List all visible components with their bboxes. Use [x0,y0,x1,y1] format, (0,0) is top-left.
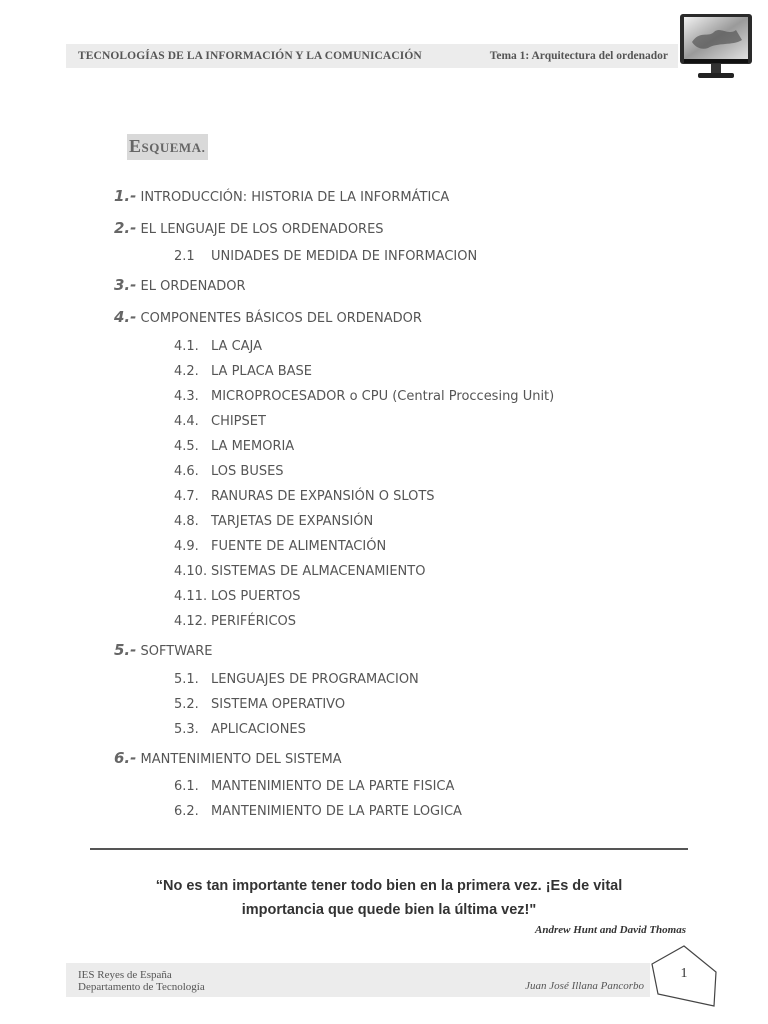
quote-line-2: importancia que quede bien la última vez!" [241,902,537,918]
toc-label: TARJETAS DE EXPANSIÓN [211,514,374,529]
toc-number: 2.1 [174,249,195,264]
toc-number: 4.- [114,308,137,326]
title-initial: E [129,136,142,156]
toc-label: APLICACIONES [211,722,306,737]
toc-subsection-4-3 [174,389,554,404]
toc-number: 4.3. [174,389,199,404]
toc-label: FUENTE DE ALIMENTACIÓN [211,539,387,554]
toc-label: LA PLACA BASE [211,364,312,379]
toc-label: PERIFÉRICOS [211,614,297,629]
toc-subsection-4-12 [174,614,296,629]
toc-number: 6.1. [174,779,199,794]
toc-label: SISTEMA OPERATIVO [211,697,346,712]
page-header [66,44,678,68]
toc-label: SISTEMAS DE ALMACENAMIENTO [211,564,426,579]
page-number: 1 [680,966,688,981]
footer-institution [78,969,205,993]
quote-line-1: “No es tan importante tener todo bien en la primera vez. ¡Es de vital [155,878,623,894]
footer-department: Departamento de Tecnología [78,981,205,993]
page-footer [66,963,650,997]
toc-label: RANURAS DE EXPANSIÓN O SLOTS [211,489,435,504]
quote-author: Andrew Hunt and David Thomas [535,924,686,936]
toc-label: EL ORDENADOR [140,279,246,294]
toc-label: MANTENIMIENTO DEL SISTEMA [140,752,342,767]
toc-section-1 [114,187,449,205]
toc-subsection-4-9 [174,539,386,554]
toc-number: 5.2. [174,697,199,712]
toc-subsection-5-2 [174,697,345,712]
header-topic: Tema 1: Arquitectura del ordenador [489,50,668,62]
toc-subsection-4-8 [174,514,373,529]
toc-subsection-5-1 [174,672,419,687]
toc-section-2 [114,219,384,237]
toc-subsection-4-1 [174,339,262,354]
quote [90,874,688,922]
toc-label: COMPONENTES BÁSICOS DEL ORDENADOR [140,311,422,326]
toc-number: 4.9. [174,539,199,554]
footer-school: IES Reyes de España [78,969,172,981]
toc-number: 6.2. [174,804,199,819]
toc-number: 1.- [114,187,137,205]
toc-number: 4.2. [174,364,199,379]
toc-label: MANTENIMIENTO DE LA PARTE LOGICA [211,804,462,819]
toc-subsection-4-11 [174,589,300,604]
toc-subsection-4-2 [174,364,312,379]
toc-label: LENGUAJES DE PROGRAMACION [211,672,419,687]
toc-number: 5.1. [174,672,199,687]
toc-label: CHIPSET [211,414,266,429]
toc-number: 4.6. [174,464,199,479]
toc-subsection-5-3 [174,722,306,737]
toc-label: LA CAJA [211,339,263,354]
toc-subsection-4-7 [174,489,435,504]
divider [90,848,688,850]
header-subject: TECNOLOGÍAS DE LA INFORMACIÓN Y LA COMUNICACIÓN [78,50,422,62]
toc-number: 4.4. [174,414,199,429]
title-rest: SQUEMA. [141,140,206,155]
toc-label: MICROPROCESADOR o CPU (Central Proccesing Unit) [211,389,555,404]
toc-section-6 [114,749,342,767]
toc-subsection-4-5 [174,439,294,454]
toc-number: 5.- [114,641,137,659]
toc-label: MANTENIMIENTO DE LA PARTE FISICA [211,779,455,794]
toc-subsection-2-1 [174,249,477,264]
toc-section-4 [114,308,422,326]
toc-label: LOS BUSES [211,464,284,479]
toc-subsection-4-10 [174,564,425,579]
toc-label: LA MEMORIA [211,439,295,454]
toc-number: 4.11. [174,589,208,604]
toc-subsection-4-4 [174,414,266,429]
toc-number: 6.- [114,749,137,767]
toc-number: 5.3. [174,722,199,737]
toc-subsection-6-2 [174,804,462,819]
monitor-icon [678,12,754,84]
toc-number: 4.5. [174,439,199,454]
toc-label: UNIDADES DE MEDIDA DE INFORMACION [211,249,478,264]
toc-label: INTRODUCCIÓN: HISTORIA DE LA INFORMÁTICA [140,190,450,205]
toc-label: EL LENGUAJE DE LOS ORDENADORES [140,222,384,237]
toc-subsection-4-6 [174,464,284,479]
toc-label: SOFTWARE [140,644,213,659]
toc-number: 3.- [114,276,137,294]
footer-author: Juan José Illana Pancorbo [525,980,644,992]
toc-number: 2.- [114,219,137,237]
toc-number: 4.10. [174,564,208,579]
toc-section-3 [114,276,246,294]
toc-number: 4.12. [174,614,208,629]
page-title [127,134,208,160]
toc-label: LOS PUERTOS [211,589,301,604]
toc-subsection-6-1 [174,779,454,794]
toc-number: 4.7. [174,489,199,504]
toc-section-5 [114,641,212,659]
toc-number: 4.8. [174,514,199,529]
toc-number: 4.1. [174,339,199,354]
